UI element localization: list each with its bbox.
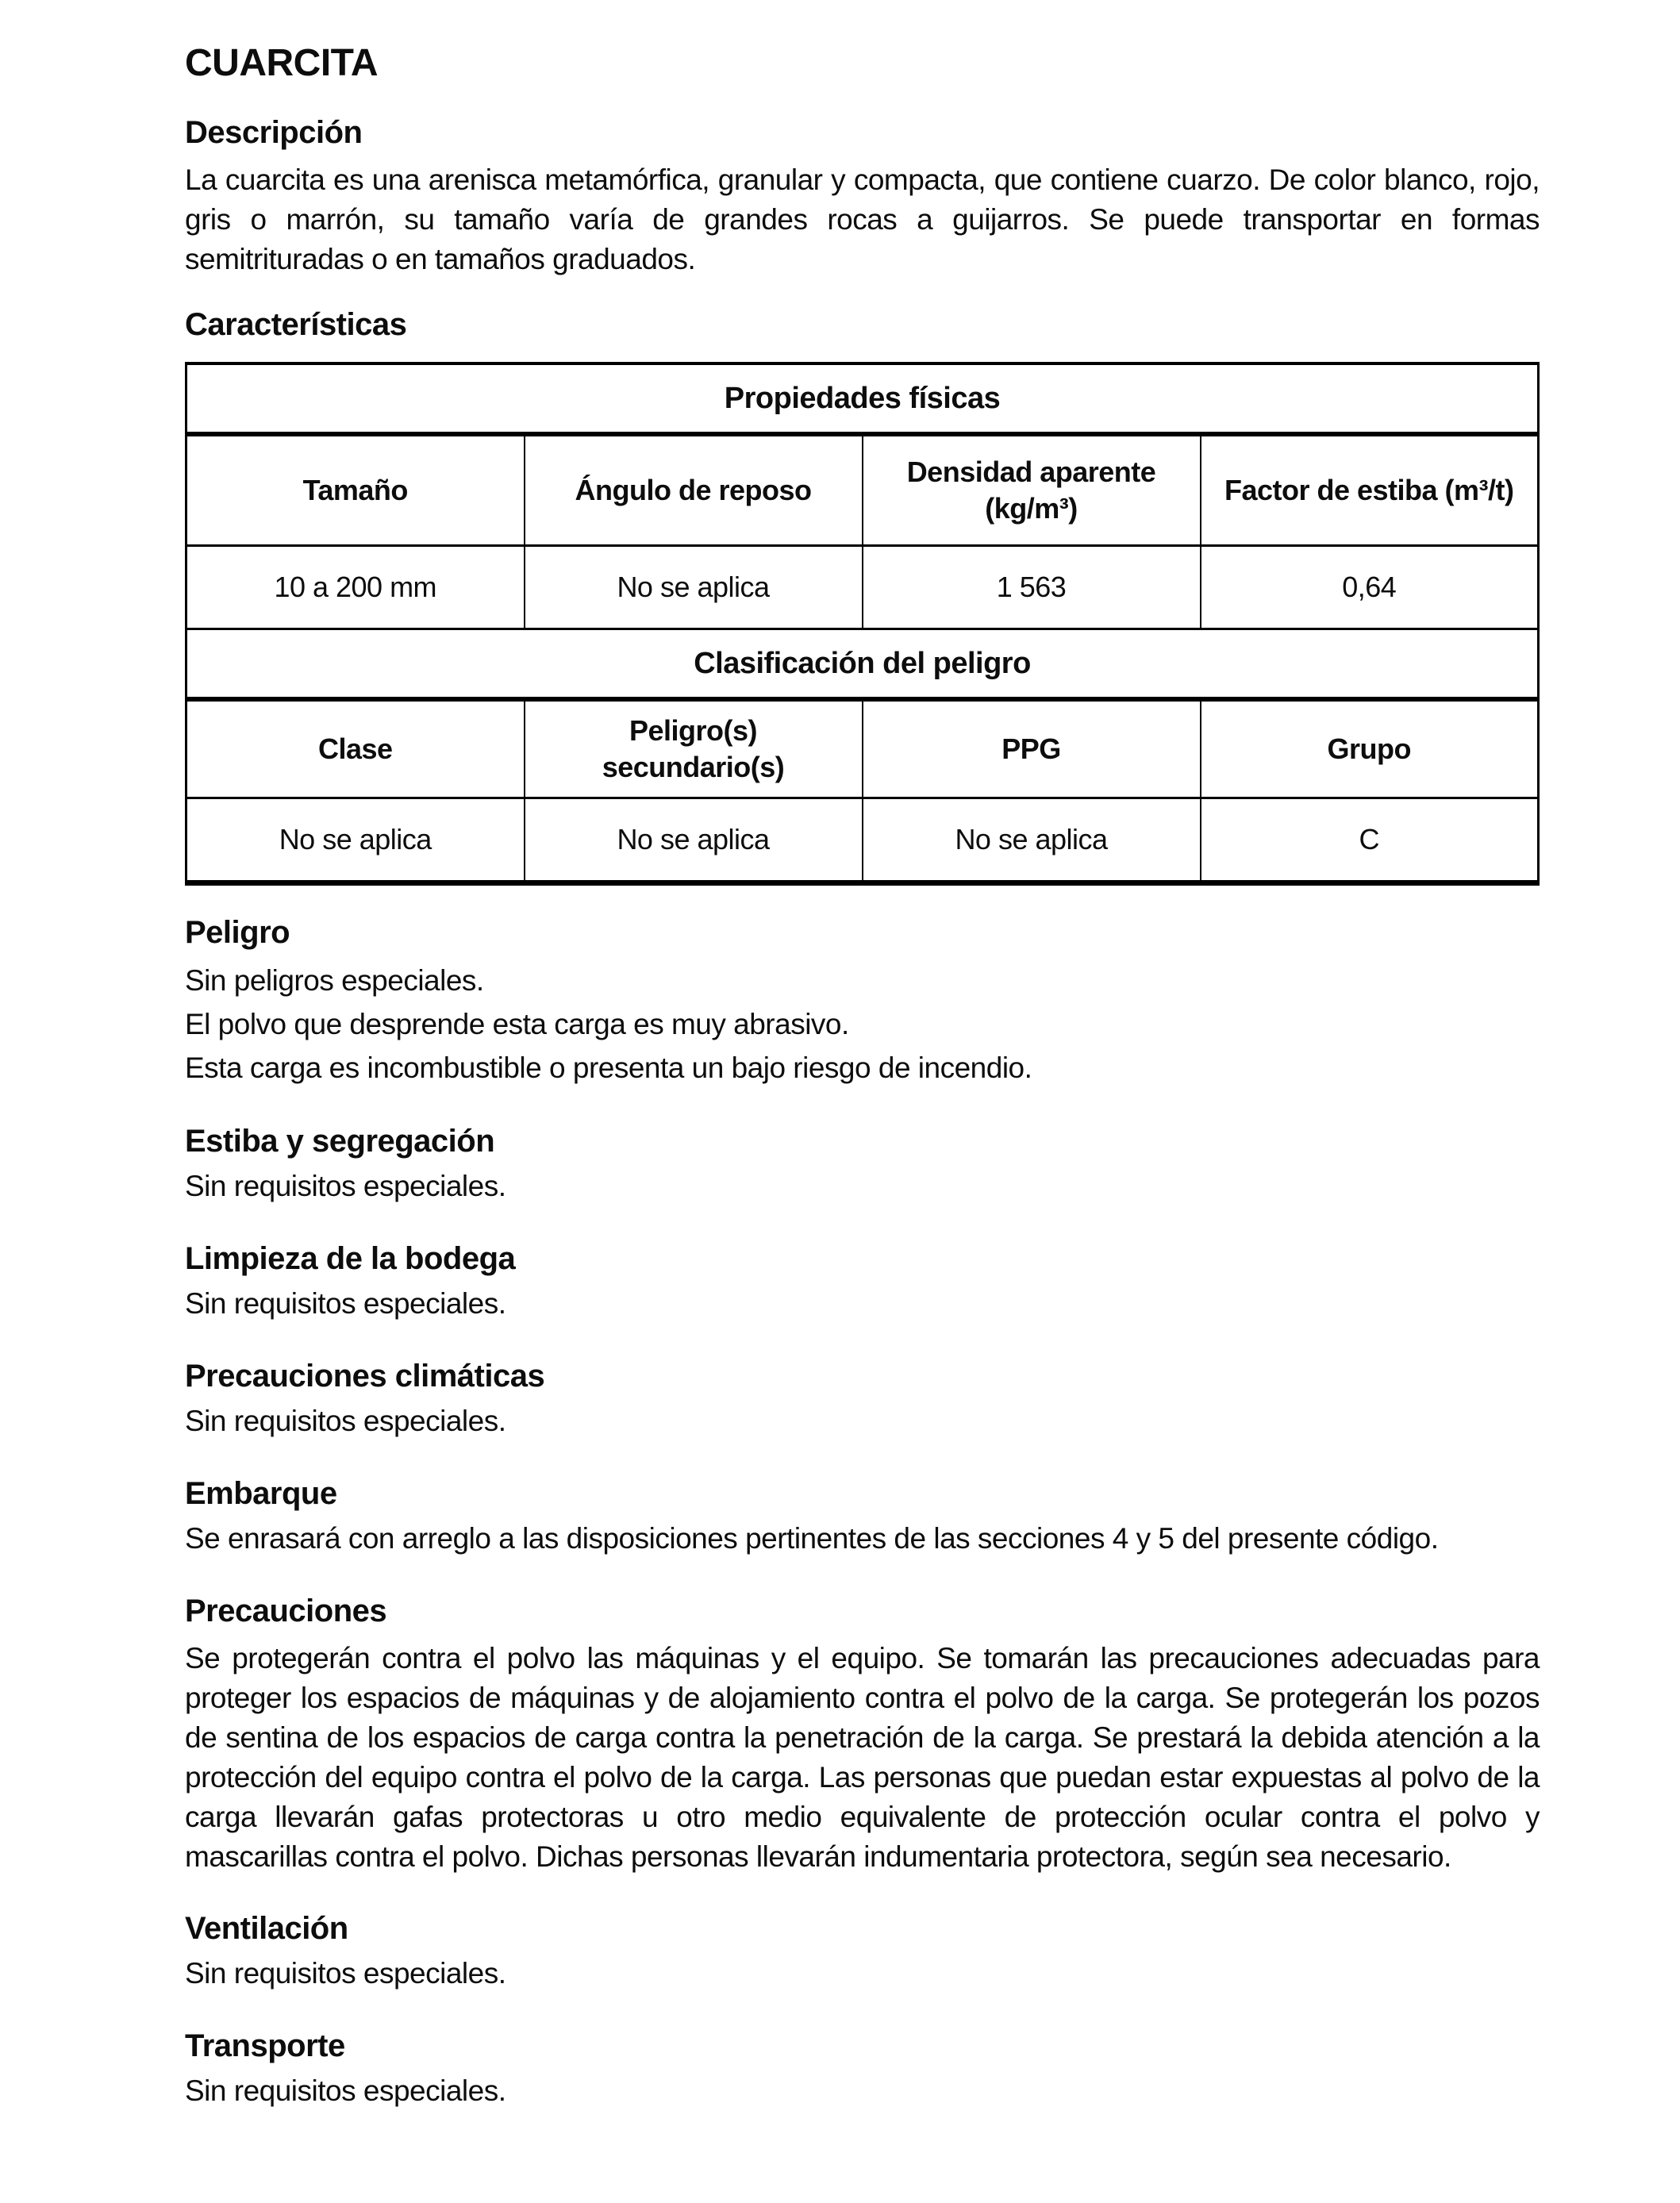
header-cell-factor-estiba: Factor de estiba (m³/t)	[1201, 434, 1539, 546]
hazard-data-row	[186, 798, 1539, 883]
section-body-transporte: Sin requisitos especiales.	[185, 2074, 506, 2107]
header-cell-ppg: PPG	[863, 699, 1201, 798]
header-cell-angulo-reposo: Ángulo de reposo	[525, 434, 863, 546]
section-body-ventilacion: Sin requisitos especiales.	[185, 1957, 506, 1990]
data-cell-clase: No se aplica	[279, 823, 432, 855]
section-peligro	[185, 914, 1540, 1090]
section-embarque	[185, 1475, 1540, 1559]
data-cell-densidad-aparente: 1 563	[863, 546, 1201, 629]
section-limpieza-de-la-bodega	[185, 1240, 1540, 1324]
hazard-classification-title-row	[186, 629, 1539, 700]
section-heading-embarque: Embarque	[185, 1476, 337, 1511]
section-ventilacion	[185, 1910, 1540, 1994]
data-cell-factor-estiba: 0,64	[1201, 546, 1539, 629]
section-heading-limpieza: Limpieza de la bodega	[185, 1241, 516, 1276]
data-cell-ppg: No se aplica	[863, 798, 1201, 883]
characteristics-table	[185, 362, 1540, 886]
physical-properties-title: Propiedades físicas	[186, 363, 1539, 434]
data-cell-peligros-secundarios: No se aplica	[525, 798, 863, 883]
section-heading-clima: Precauciones climáticas	[185, 1359, 545, 1394]
data-cell-tamano: 10 a 200 mm	[274, 571, 437, 603]
section-transporte	[185, 2028, 1540, 2112]
data-cell-grupo: C	[1201, 798, 1539, 883]
section-body-descripcion: La cuarcita es una arenisca metamórfica, granular y compacta, que contiene cuarzo. De color blanco, rojo, gris o marrón, su tamaño varía de grandes rocas a guijarros. Se puede transportar en formas semitrituradas o en tamaños graduados.	[185, 163, 1540, 275]
section-heading-precauciones: Precauciones	[185, 1594, 387, 1628]
data-cell-angulo-reposo: No se aplica	[525, 546, 863, 629]
header-cell-tamano: Tamaño	[186, 434, 525, 546]
section-body-embarque: Se enrasará con arreglo a las disposiciones pertinentes de las secciones 4 y 5 del presente código.	[185, 1522, 1439, 1555]
physical-properties-data-row	[186, 546, 1539, 629]
header-cell-peligros-secundarios: Peligro(s) secundario(s)	[525, 699, 863, 798]
section-heading-transporte: Transporte	[185, 2028, 345, 2063]
page-title: CUARCITA	[185, 42, 379, 84]
section-descripcion	[185, 114, 1540, 279]
hazard-header-row	[186, 699, 1539, 798]
peligro-line: Esta carga es incombustible o presenta un bajo riesgo de incendio.	[185, 1052, 1032, 1084]
peligro-line: El polvo que desprende esta carga es muy abrasivo.	[185, 1008, 849, 1040]
physical-properties-header-row	[186, 434, 1539, 546]
section-heading-caracteristicas: Características	[185, 307, 407, 342]
section-body-clima: Sin requisitos especiales.	[185, 1405, 506, 1437]
section-body-estiba: Sin requisitos especiales.	[185, 1170, 506, 1202]
section-precauciones	[185, 1593, 1540, 1877]
section-body-limpieza: Sin requisitos especiales.	[185, 1287, 506, 1320]
section-estiba-y-segregacion	[185, 1123, 1540, 1207]
header-cell-grupo: Grupo	[1201, 699, 1539, 798]
section-heading-ventilacion: Ventilación	[185, 1911, 348, 1946]
header-cell-clase: Clase	[186, 699, 525, 798]
peligro-lines	[185, 959, 1540, 1090]
section-precauciones-climaticas	[185, 1358, 1540, 1442]
page-content	[185, 0, 1540, 2112]
section-body-precauciones: Se protegerán contra el polvo las máquinas y el equipo. Se tomarán las precauciones adecuadas para proteger los espacios de máquinas y de alojamiento contra el polvo de la carga. Se protegerán los pozos de sentina de los espacios de carga contra la penetración de la carga. Se prestará la debida atención a la protección del equipo contra el polvo de la carga. Las personas que puedan estar expuestas al polvo de la carga llevarán gafas protectoras u otro medio equivalente de protección ocular contra el polvo y mascarillas contra el polvo. Dichas personas llevarán indumentaria protectora, según sea necesario.	[185, 1642, 1540, 1873]
header-cell-densidad-aparente: Densidad aparente (kg/m³)	[863, 434, 1201, 546]
section-caracteristicas	[185, 306, 1540, 886]
physical-properties-title-row	[186, 363, 1539, 434]
peligro-line: Sin peligros especiales.	[185, 964, 484, 997]
section-heading-descripcion: Descripción	[185, 115, 363, 150]
section-heading-estiba: Estiba y segregación	[185, 1124, 495, 1159]
section-heading-peligro: Peligro	[185, 915, 290, 950]
hazard-classification-title: Clasificación del peligro	[186, 629, 1539, 700]
